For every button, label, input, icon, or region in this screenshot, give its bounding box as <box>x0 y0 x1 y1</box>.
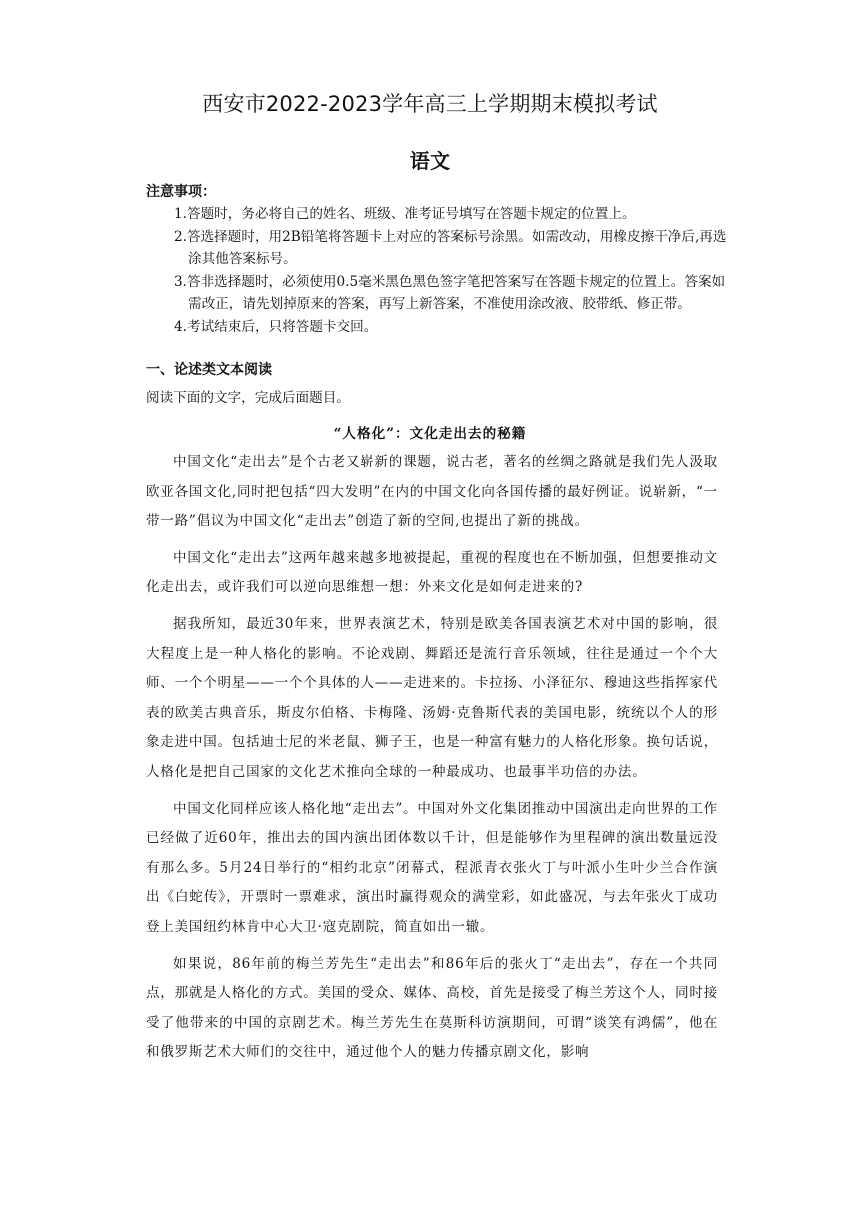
exam-title: 西安市2022-2023学年高三上学期期末模拟考试 <box>202 92 658 116</box>
article-paragraph: 中国文化同样应该人格化地“走出去”。中国对外文化集团推动中国演出走向世界的工作已经做了近60年，推出去的国内演出团体数以千计，但是能够作为里程碑的演出数量远没有那么多。5月24日举行的“相约北京”闭幕式，程派青衣张火丁与叶派小生叶少兰合作演出《白蛇传》，开票时一票难求，演出时赢得观众的满堂彩，如此盛况，与去年张火丁成功登上美国纽约林肯中心大卫·寇克剧院，简直如出一辙。 <box>146 800 718 935</box>
article-title: “人格化”：文化走出去的秘籍 <box>333 426 527 442</box>
section-instruction: 阅读下面的文字，完成后面题目。 <box>146 390 350 406</box>
note-item: 1.答题时，务必将自己的姓名、班级、准考证号填写在答题卡规定的位置上。 <box>174 206 636 222</box>
notes-list <box>174 203 734 338</box>
subject-title: 语文 <box>409 149 451 173</box>
note-item: 2.答选择题时，用2B铅笔将答题卡上对应的答案标号涂黑。如需改动，用橡皮擦干净后,再选涂其他答案标号。 <box>174 228 727 267</box>
section-heading: 一、论述类文本阅读 <box>146 362 272 378</box>
note-item: 4.考试结束后，只将答题卡交回。 <box>174 318 378 335</box>
note-item: 3.答非选择题时，必须使用0.5毫米黑色黑色签字笔把答案写在答题卡规定的位置上。答案如需改正，请先划掉原来的答案，再写上新答案，不准使用涂改液、胶带纸、修正带。 <box>174 273 726 312</box>
article-paragraph: 中国文化“走出去”是个古老又崭新的课题，说古老，著名的丝绸之路就是我们先人汲取欧亚各国文化,同时把包括“四大发明”在内的中国文化向各国传播的最好例证。说崭新，“一带一路”倡议为中国文化“走出去”创造了新的空间,也提出了新的挑战。 <box>146 454 718 530</box>
article-paragraph: 如果说，86年前的梅兰芳先生“走出去”和86年后的张火丁“走出去”，存在一个共同点，那就是人格化的方式。美国的受众、媒体、高校，首先是接受了梅兰芳这个人，同时接受了他带来的中国的京剧艺术。梅兰芳先生在莫斯科访演期间，可谓“谈笑有鸿儒”，他在和俄罗斯艺术大师们的交往中，通过他个人的魅力传播京剧文化，影响 <box>146 955 718 1061</box>
article-body <box>146 448 718 1075</box>
article-paragraph: 中国文化“走出去”这两年越来越多地被提起，重视的程度也在不断加强，但想要推动文化走出去，或许我们可以逆向思维想一想：外来文化是如何走进来的? <box>146 549 718 596</box>
article-paragraph: 据我所知，最近30年来，世界表演艺术，特别是欧美各国表演艺术对中国的影响，很大程度上是一种人格化的影响。不论戏剧、舞蹈还是流行音乐领域，往往是通过一个个大师、一个个明星——一个个具体的人——走进来的。卡拉扬、小泽征尔、穆迪这些指挥家代表的欧美古典音乐，斯皮尔伯格、卡梅隆、汤姆·克鲁斯代表的美国电影，统统以个人的形象走进中国。包括迪士尼的米老鼠、狮子王，也是一种富有魅力的人格化形象。换句话说，人格化是把自己国家的文化艺术推向全球的一种最成功、也最事半功倍的办法。 <box>146 615 718 780</box>
notes-heading: 注意事项： <box>146 184 216 200</box>
